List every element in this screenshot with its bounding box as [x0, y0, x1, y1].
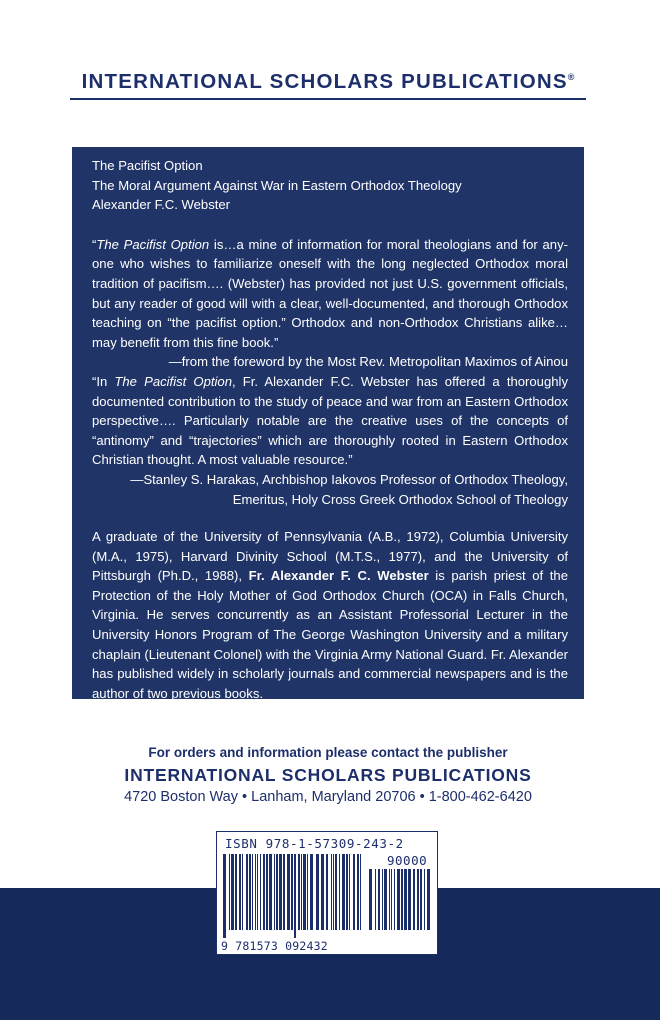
- publisher-header: [70, 70, 586, 94]
- barcode: [216, 831, 438, 955]
- price-code-text: 90000: [387, 853, 428, 868]
- barcode-bar: [333, 854, 334, 930]
- barcode-bar: [349, 854, 350, 930]
- barcode-bar: [353, 854, 355, 930]
- barcode-bar: [335, 854, 337, 930]
- barcode-bar: [246, 854, 248, 930]
- barcode-bar: [229, 854, 230, 930]
- quote-book-title: The Pacifist Option: [114, 373, 232, 389]
- barcode-bar: [303, 854, 306, 930]
- barcode-bar: [298, 854, 300, 930]
- foreword-quote-source: —from the foreword by the Most Rev. Metropolitan Maximos of Ainou: [168, 354, 568, 370]
- barcode-bar: [235, 854, 237, 930]
- barcode-bar: [283, 854, 285, 930]
- barcode-bar: [331, 854, 332, 930]
- barcode-bar: [424, 869, 425, 930]
- barcode-bar: [401, 869, 403, 930]
- endorsement-quote: “In The Pacifist Option, Fr. Alexander F.C. Webster has offered a thoroughly documented contribution to the study of peace and war from an Eastern Orthodox perspective…. Particularly notable are the creative uses of the concepts of “antinomy” and “trajectories” which are thoroughly rooted in Eastern Orthodox Christian thought. A most valuable resource.”: [92, 373, 568, 468]
- barcode-bar: [339, 854, 340, 930]
- barcode-bar: [239, 854, 241, 930]
- contact-address: 4720 Boston Way • Lanham, Maryland 20706 • 1-800-462-6420: [124, 789, 532, 805]
- barcode-bar: [375, 869, 376, 930]
- barcode-bar: [263, 854, 265, 930]
- header-divider: [70, 98, 586, 100]
- ean-bars: [223, 854, 365, 938]
- barcode-bar: [397, 869, 400, 930]
- barcode-bar: [369, 869, 372, 930]
- barcode-bar: [249, 854, 251, 930]
- barcode-bar: [384, 869, 387, 930]
- barcode-bar: [307, 854, 308, 930]
- barcode-bar: [255, 854, 256, 930]
- barcode-bar: [287, 854, 290, 930]
- barcode-bar: [420, 869, 422, 930]
- barcode-bar: [274, 854, 275, 930]
- contact-publisher: INTERNATIONAL SCHOLARS PUBLICATIONS: [124, 765, 532, 785]
- title-block: [92, 156, 568, 215]
- barcode-bar: [357, 854, 359, 930]
- isbn-text: ISBN 978-1-57309-243-2: [225, 836, 404, 851]
- contact-line: For orders and information please contact the publisher: [148, 745, 508, 760]
- barcode-bar: [417, 869, 419, 930]
- barcode-bar: [413, 869, 415, 930]
- author-bio: A graduate of the University of Pennsylvania (A.B., 1972), Columbia University (M.A., 1975), Harvard Divinity School (M.T.S., 1977), and the University of Pittsburgh (Ph.D., 1988), Fr. Alexander F. C. Webster is parish priest of the Protection of the Holy Mother of God Orthodox Church (OCA) in Falls Church, Virginia. He serves concurrently as an Assistant Professorial Lecturer in the University Honors Program of The George Washington University and a military chaplain (Lieutenant Colonel) with the Virginia Army National Guard. Fr. Alexander has published widely in scholarly journals and commercial newspapers and is the author of two previous books.: [92, 529, 568, 701]
- barcode-bar: [310, 854, 313, 930]
- publisher-name: INTERNATIONAL SCHOLARS PUBLICATIONS: [81, 70, 568, 93]
- barcode-bar: [316, 854, 319, 930]
- book-title: The Pacifist Option: [92, 158, 203, 173]
- barcode-bar: [231, 854, 234, 930]
- barcode-bar: [360, 854, 361, 930]
- endorsement-quote-source: —Stanley S. Harakas, Archbishop Iakovos Professor of Orthodox Theology, Emeritus, Holy Cross Greek Orthodox School of Theology: [130, 471, 568, 507]
- barcode-bar: [276, 854, 278, 930]
- barcode-bar: [294, 854, 296, 938]
- barcode-bar: [391, 869, 392, 930]
- barcode-bar: [301, 854, 302, 930]
- ean-digits: 9 781573 092432: [221, 939, 328, 953]
- barcode-bar: [427, 869, 430, 930]
- author-name: Fr. Alexander F. C. Webster: [248, 568, 429, 584]
- barcode-bar: [408, 869, 411, 930]
- barcode-bar: [378, 869, 380, 930]
- barcode-bar: [279, 854, 282, 930]
- barcode-bar: [269, 854, 272, 930]
- barcode-bar: [382, 869, 383, 930]
- barcode-bar: [242, 854, 243, 930]
- barcode-bar: [326, 854, 328, 930]
- barcode-bar: [260, 854, 261, 930]
- barcode-bar: [389, 869, 390, 930]
- barcode-bar: [342, 854, 345, 930]
- barcode-bar: [257, 854, 258, 930]
- barcode-bar: [346, 854, 348, 930]
- barcode-bar: [321, 854, 324, 930]
- book-author: Alexander F.C. Webster: [92, 197, 231, 213]
- foreword-quote: “The Pacifist Option is…a mine of information for moral theologians and for any-one who wishes to familiarize oneself with the long neglected Orthodox moral tradition of pacifism…. (Webster) has provided not just U.S. government officials, but any reader of good will with a clear, well-documented, and thorough Orthodox teaching on “the pacifist option.” Orthodox and non-Orthodox Christians alike…may benefit from this fine book.”: [92, 236, 568, 350]
- barcode-bar: [291, 854, 293, 930]
- barcode-bar: [394, 869, 395, 930]
- barcode-bar: [223, 854, 226, 938]
- barcode-bar: [252, 854, 253, 930]
- description-panel: [72, 147, 584, 699]
- quote-book-title: The Pacifist Option: [96, 236, 210, 252]
- registered-mark: ®: [567, 72, 575, 82]
- barcode-bar: [266, 854, 268, 930]
- barcode-bar: [404, 869, 407, 930]
- price-code-bars: [369, 869, 431, 938]
- book-subtitle: The Moral Argument Against War in Eastern Orthodox Theology: [92, 177, 462, 193]
